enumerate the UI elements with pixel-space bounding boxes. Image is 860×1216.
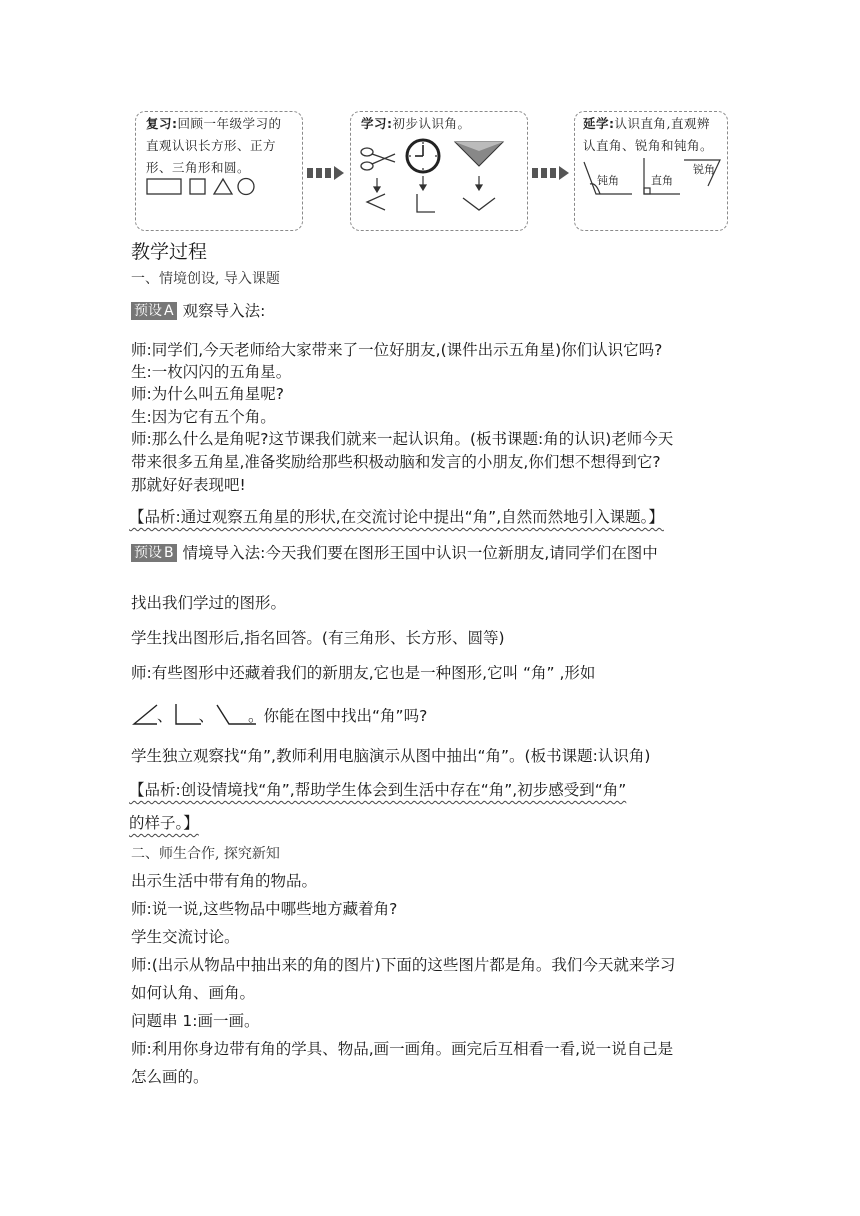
preset-a-tag: 预设 A [131,302,177,320]
review-line-2: 直观认识长方形、正方 [146,138,277,153]
right-angle-label: 直角 [651,174,673,187]
triangle-paper-icon [455,142,503,166]
learn-illustrations [355,136,525,228]
c-line-4: 师:(出示从物品中抽出来的角的图片)下面的这些图片都是角。我们今天就来学习 [131,956,676,974]
right-angle-inline-icon [176,704,201,724]
c-line-5: 如何认角、画角。 [131,984,256,1002]
acute-angle-label: 锐角 [693,163,715,176]
inline-angles [131,702,261,728]
scissors-icon [361,148,395,170]
method-b-line-1: 情境导入法:今天我们要在图形王国中认识一位新朋友,请同学们在图中 [182,544,658,562]
a-line-4: 生:因为它有五个角。 [131,408,276,426]
section-2-heading: 二、师生合作, 探究新知 [131,846,280,862]
a-line-5: 师:那么什么是角呢?这节课我们就来一起认识角。(板书课题:角的认识)老师今天 [131,430,674,448]
review-label: 复习: [146,116,178,131]
b-line-3-sep-2: 、 [198,707,215,725]
extend-line-2: 认直角、锐角和钝角。 [583,138,714,153]
c-line-7: 师:利用你身边带有角的学具、物品,画一画角。画完后互相看一看,说一说自己是 [131,1040,674,1058]
section-1-heading: 一、情境创设, 导入课题 [131,271,280,287]
c-line-2: 师:说一说,这些物品中哪些地方藏着角? [131,900,398,918]
analysis-a: 【品析:通过观察五角星的形状,在交流讨论中提出“角”,自然而然地引入课题。】 [129,508,664,526]
doc-title: 教学过程 [131,241,208,263]
learn-text [361,113,471,135]
review-shapes [146,176,296,198]
obtuse-angle-label: 钝角 [597,174,619,187]
method-b-line-2: 找出我们学过的图形。 [131,594,287,612]
a-line-1: 师:同学们,今天老师给大家带来了一位好朋友,(课件出示五角星)你们认识它吗? [131,341,663,359]
c-line-3: 学生交流讨论。 [131,928,240,946]
review-line-3: 形、三角形和圆。 [146,160,251,175]
preset-b-line [131,542,658,564]
preset-a-line [131,300,265,322]
b-line-4: 学生独立观察找“角”,教师利用电脑演示从图中抽出“角”。(板书课题:认识角) [131,747,651,765]
preset-b-tag: 预设 B [131,544,177,562]
a-line-6: 带来很多五角星,准备奖励给那些积极动脑和发言的小朋友,你们想不想得到它? [131,453,661,471]
extend-text [583,113,727,157]
down-arrow-icons [374,176,482,192]
a-line-3: 师:为什么叫五角星呢? [131,385,284,403]
c-line-6: 问题串 1:画一画。 [131,1012,260,1030]
learn-line: 初步认识角。 [392,116,471,131]
arrow-1-icon [306,165,346,181]
rectangle-shape-icon [147,179,181,194]
analysis-b-line-1: 【品析:创设情境找“角”,帮助学生体会到生活中存在“角”,初步感受到“角” [129,781,627,799]
a-line-2: 生:一枚闪闪的五角星。 [131,363,292,381]
a-line-7: 那就好好表现吧! [131,476,246,494]
b-line-3-text: 。你能在图中找出“角”吗? [248,707,428,725]
extracted-angles [367,194,495,212]
b-line-2: 师:有些图形中还藏着我们的新朋友,它也是一种图形,它叫 “角” ,形如 [131,664,596,682]
review-line-1: 回顾一年级学习的 [177,116,282,131]
circle-shape-icon [238,179,254,195]
extend-label: 延学: [583,116,615,131]
method-a: 观察导入法: [182,302,266,320]
extend-line-1: 认识直角,直观辨 [614,116,710,131]
b-line-3-sep-1: 、 [157,707,173,725]
b-line-1: 学生找出图形后,指名回答。(有三角形、长方形、圆等) [131,629,505,647]
obtuse-angle-inline-icon [217,705,256,724]
analysis-b-line-2: 的样子。】 [129,814,199,832]
acute-angle-inline-icon [134,705,157,724]
c-line-8: 怎么画的。 [131,1068,209,1086]
arrow-2-icon [531,165,571,181]
triangle-shape-icon [214,179,232,194]
learn-label: 学习: [361,116,393,131]
review-text [146,113,302,179]
c-line-1: 出示生活中带有角的物品。 [131,872,318,890]
clock-icon [407,140,439,172]
square-shape-icon [190,179,205,194]
